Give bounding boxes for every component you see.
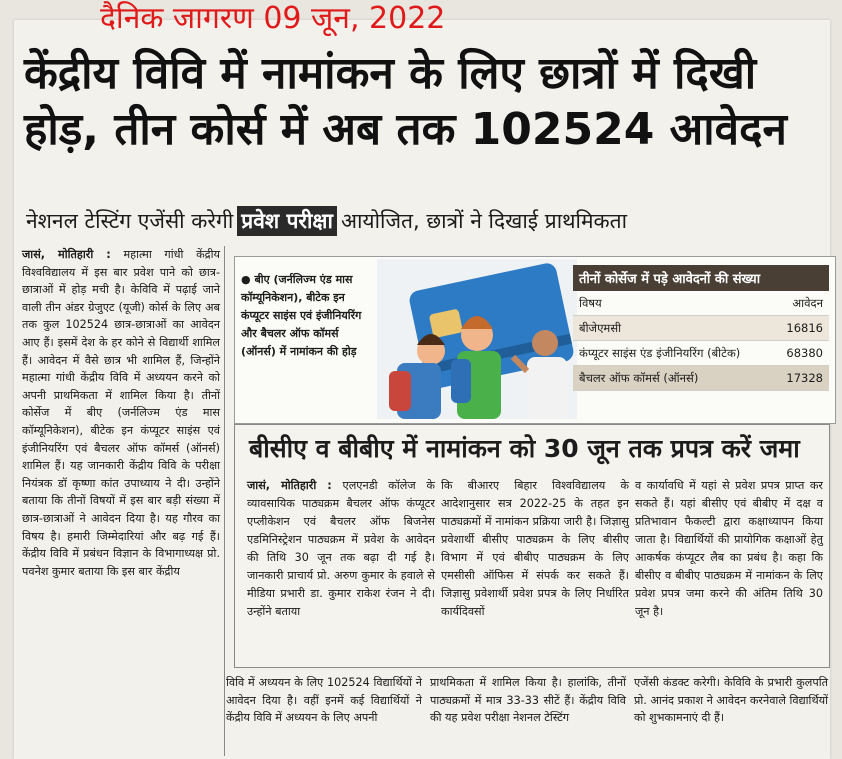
continuation-text-3: एजेंसी कंडक्ट करेगी। केविवि के प्रभारी कुलपति प्रो. आनंद प्रकाश ने आवेदन करनेवाले विद्यार्थियों को शुभकामनाएं दी हैं। bbox=[634, 676, 828, 725]
main-story-continuation-1 bbox=[226, 674, 422, 727]
headline-line-2: होड़, तीन कोर्स में अब तक 102524 आवेदन bbox=[24, 104, 787, 155]
table-row bbox=[573, 341, 829, 366]
table-header-count: आवेदन bbox=[792, 296, 823, 310]
main-story-body bbox=[22, 246, 220, 580]
table-cell-count: 16816 bbox=[786, 321, 823, 335]
continuation-text-2: प्राथमिकता में शामिल किया है। हालांकि, तीनों पाठ्यक्रमों में मात्र 33-33 सीटें हैं। केंद्रीय विवि की यह प्रवेश परीक्षा नेशनल टेस्टिंग bbox=[430, 676, 626, 725]
side-story-text-3: व कार्यावधि में यहां से प्रवेश प्रपत्र प्राप्त कर सकते हैं। यहां बीसीए एवं बीबीए में दक्ष व प्रतिभावान फैकल्टी द्वारा कक्षाध्यापन किया जाता है। विद्यार्थियों की प्रायोगिक कक्षाओं हेतु आकर्षक कंप्यूटर लैब का प्रबंध है। कहा कि बीसीए व बीबीए पाठ्यक्रम में नामांकन के लिए प्रवेश प्रपत्र जमा करने की अंतिम तिथि 30 जून है। bbox=[635, 479, 823, 618]
table-cell-subject: बीजेएमसी bbox=[579, 321, 622, 335]
side-story-headline: बीसीए व बीबीए में नामांकन को 30 जून तक प्रपत्र करें जमा bbox=[249, 434, 800, 463]
subhead-before: नेशनल टेस्टिंग एजेंसी करेगी bbox=[26, 209, 234, 233]
bullet-icon: ● bbox=[241, 273, 255, 286]
table-cell-subject: कंप्यूटर साइंस एंड इंजीनियरिंग (बीटेक) bbox=[579, 346, 741, 360]
table-row bbox=[573, 316, 829, 341]
table-cell-subject: बैचलर ऑफ कॉमर्स (ऑनर्स) bbox=[579, 371, 699, 385]
subhead-tag: प्रवेश परीक्षा bbox=[237, 206, 337, 236]
side-story-column-3 bbox=[635, 477, 823, 621]
source-date-stamp: दैनिक जागरण 09 जून, 2022 bbox=[100, 1, 446, 36]
side-story-column-1 bbox=[247, 477, 435, 621]
table-cell-count: 17328 bbox=[786, 371, 823, 385]
main-story-continuation-3 bbox=[634, 674, 828, 727]
side-story-dateline: जासं, मोतिहारी : bbox=[247, 479, 332, 492]
promo-graphic bbox=[234, 256, 836, 424]
subhead-after: आयोजित, छात्रों ने दिखाई प्राथमिकता bbox=[340, 209, 628, 233]
applications-table bbox=[573, 265, 829, 391]
headline-line-1: केंद्रीय विवि में नामांकन के लिए छात्रों में दिखी bbox=[24, 48, 757, 99]
main-story-dateline: जासं, मोतिहारी : bbox=[22, 248, 111, 261]
main-story-text: महात्मा गांधी केंद्रीय विश्वविद्यालय में इस बार प्रवेश पाने को छात्र-छात्राओं में होड़ मची है। केविवि में पढ़ाई जाने वाली तीन अंडर ग्रेजुएट (यूजी) कोर्स के लिए अब तक कुल 102524 छात्र-छात्राओं का आवेदन आए हैं। इसमें देश के हर कोने से विद्यार्थी शामिल हैं। आवेदन में वैसे छात्र भी शामिल हैं, जिन्होंने महात्मा गांधी केंद्रीय विवि में अध्ययन करने को अपनी प्राथमिकता में शामिल किया है। तीनों कोर्सेज में बीए (जर्नलिज्म एंड मास कॉम्यूनिकेशन), बीटेक इन कंप्यूटर साइंस एवं इंजीनियरिंग एवं बैचलर ऑफ कॉमर्स (ऑनर्स) शामिल हैं। यह जानकारी केंद्रीय विवि के परीक्षा नियंत्रक डॉ कृष्णा कांत उपाध्याय ने दी। उन्होंने बताया कि तीनों विषयों में इस बार बड़ी संख्या में छात्र-छात्राओं ने आवेदन दिया है। यह गौरव का विषय है। हमारी जिम्मेदारियां और बढ़ गई हैं। केंद्रीय विवि में प्रबंधन विज्ञान के विभागाध्यक्ष प्रो. पवनेश कुमार बताया कि इस बार केंद्रीय bbox=[22, 248, 221, 578]
side-story-text-2: कि बीआरए बिहार विश्वविद्यालय के आदेशानुसार सत्र 2022-25 के तहत इन पाठ्यक्रमों में नामांकन प्रक्रिया जारी है। जिज्ञासु प्रवेशार्थी बीसीए पाठ्यक्रम के लिए बीसीए विभाग में एवं बीबीए पाठ्यक्रम के लिए एमसीसी ऑफिस में संपर्क कर सकते हैं। जिज्ञासु प्रवेशार्थी प्रवेश प्रपत्र के लिए निर्धारित कार्यदिवसों bbox=[441, 479, 629, 618]
main-story-column bbox=[22, 246, 220, 580]
newspaper-clipping bbox=[14, 20, 830, 759]
table-cell-count: 68380 bbox=[786, 346, 823, 360]
promo-caption-text: बीए (जर्नलिज्म एंड मास कॉम्यूनिकेशन), बीटेक इन कंप्यूटर साइंस एवं इंजीनियरिंग और बैचलर ऑफ कॉमर्स (ऑनर्स) में नामांकन की होड़ bbox=[241, 273, 362, 358]
side-story-box bbox=[234, 424, 830, 668]
main-story-continuation-2 bbox=[430, 674, 626, 727]
subheadline bbox=[26, 206, 826, 236]
headline bbox=[24, 46, 824, 158]
table-header-row bbox=[573, 291, 829, 316]
table-title: तीनों कोर्सेज में पड़े आवेदनों की संख्या bbox=[573, 265, 829, 291]
continuation-text-1: विवि में अध्ययन के लिए 102524 विद्यार्थियों ने आवेदन दिया है। वहीं इनमें कई विद्यार्थियों ने केंद्रीय विवि में अध्ययन के लिए अपनी bbox=[226, 676, 422, 725]
table-row bbox=[573, 366, 829, 391]
table-header-subject: विषय bbox=[579, 296, 602, 310]
column-divider bbox=[224, 246, 225, 756]
side-story-column-2 bbox=[441, 477, 629, 621]
students-illustration bbox=[377, 259, 577, 419]
promo-caption bbox=[241, 271, 369, 361]
side-story-text-1: एलएनडी कॉलेज के व्यावसायिक पाठ्यक्रम बैचलर ऑफ कंप्यूटर एप्लीकेशन एवं बैचलर ऑफ बिजनेस एडमिनिस्ट्रेशन पाठ्यक्रम में प्रवेश के आवेदन की तिथि 30 जून तक बढ़ा दी गई है। जानकारी प्राचार्य प्रो. अरुण कुमार के हवाले से मीडिया प्रभारी डा. कुमार राकेश रंजन ने दी। उन्होंने बताया bbox=[247, 479, 435, 618]
